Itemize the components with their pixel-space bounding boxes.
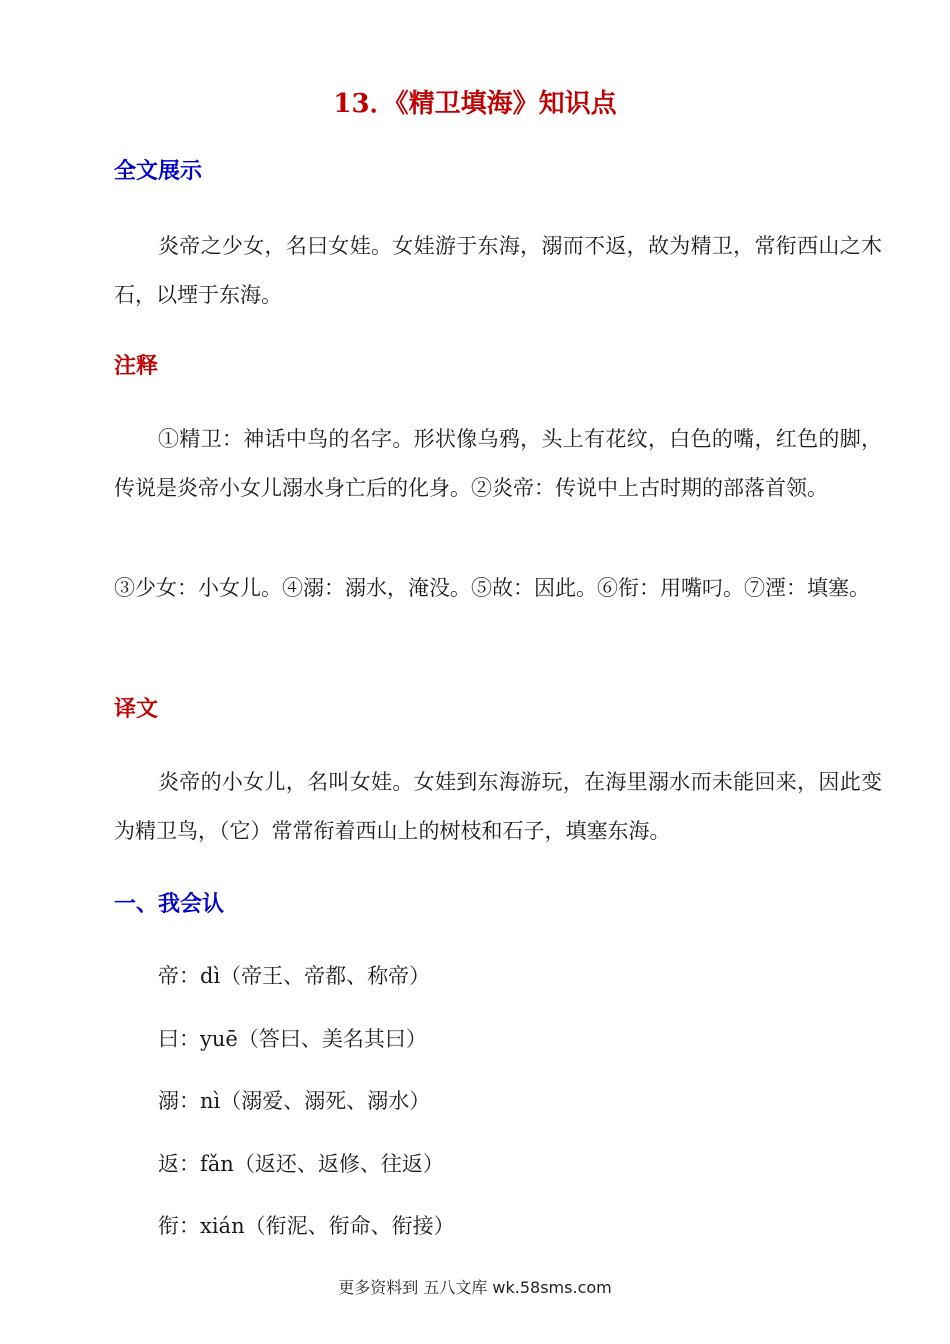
vocab-item: 溺：nì（溺爱、溺死、溺水）: [158, 1089, 431, 1113]
fulltext-paragraph: 炎帝之少女，名曰女娃。女娃游于东海，溺而不返，故为精卫，常衔西山之木石，以堙于东海。: [114, 234, 882, 307]
page-title: 13．《精卫填海》知识点: [333, 89, 617, 119]
section-heading-translation: 译文: [114, 697, 159, 722]
translation-paragraph: 炎帝的小女儿，名叫女娃。女娃到东海游玩，在海里溺水而未能回来，因此变为精卫鸟，（它）常常衔着西山上的树枝和石子，填塞东海。: [114, 770, 882, 843]
vocab-item: 曰：yuē（答曰、美名其曰）: [158, 1027, 427, 1051]
vocab-item: 返：fǎn（返还、返修、往返）: [158, 1152, 444, 1176]
page-footer: 更多资料到 五八文库 wk.58sms.com: [338, 1278, 612, 1297]
section-heading-notes: 注释: [114, 354, 159, 379]
vocab-item: 帝：dì（帝王、帝都、称帝）: [158, 964, 431, 988]
section-heading-vocab: 一、我会认: [114, 892, 225, 917]
notes-paragraph-1: ①精卫：神话中鸟的名字。形状像乌鸦，头上有花纹，白色的嘴，红色的脚，传说是炎帝小女儿溺水身亡后的化身。②炎帝：传说中上古时期的部落首领。: [114, 427, 882, 500]
section-heading-fulltext: 全文展示: [114, 159, 203, 184]
vocab-item: 衔：xián（衔泥、衔命、衔接）: [158, 1214, 455, 1238]
notes-paragraph-2: ③少女：小女儿。④溺：溺水，淹没。⑤故：因此。⑥衔：用嘴叼。⑦湮：填塞。: [114, 576, 870, 600]
